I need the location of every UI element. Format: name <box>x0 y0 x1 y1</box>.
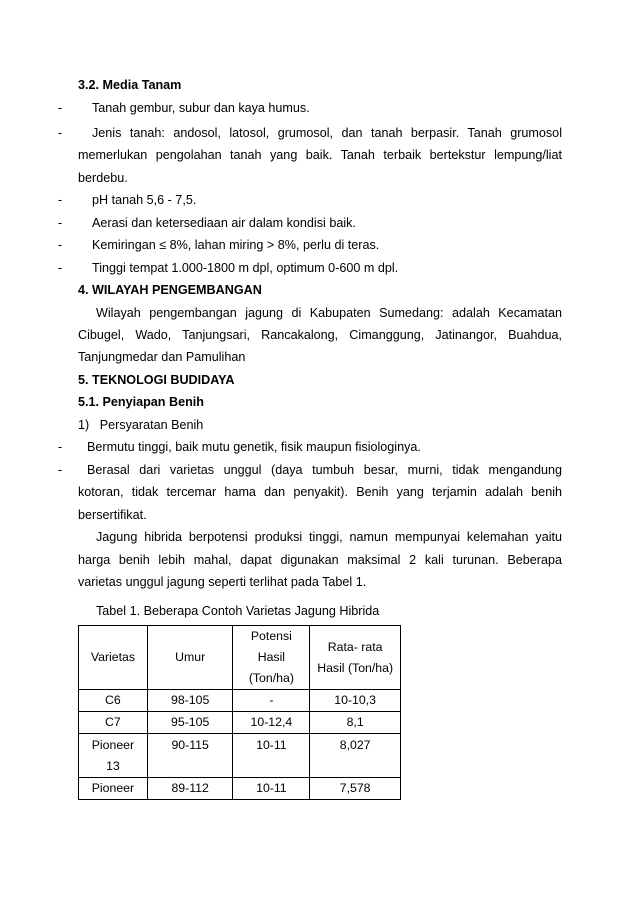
cell-umur: 90-115 <box>147 734 233 778</box>
header-potensi-line: Potensi <box>250 629 292 643</box>
paragraph-line: Wilayah pengembangan jagung di Kabupaten Sumedang: adalah Kecamatan <box>96 306 562 320</box>
bullet-dash: - <box>58 440 63 454</box>
header-rata-rata-hasil <box>310 626 401 690</box>
cell-potensi: 10-11 <box>233 734 310 778</box>
cell-varietas-line: 13 <box>106 759 120 773</box>
cell-rata: 10-10,3 <box>310 690 401 712</box>
bullet-text: Tinggi tempat 1.000-1800 m dpl, optimum 0-600 m dpl. <box>92 261 399 275</box>
bullet-text: pH tanah 5,6 - 7,5. <box>92 193 197 207</box>
paragraph-line: Jagung hibrida berpotensi produksi tinggi, namun mempunyai kelemahan yaitu <box>96 530 562 544</box>
section-heading-wilayah: 4. WILAYAH PENGEMBANGAN <box>78 283 262 297</box>
cell-umur: 98-105 <box>147 690 233 712</box>
subsection-heading-penyiapan-benih: 5.1. Penyiapan Benih <box>78 395 204 409</box>
numbered-item: 1) Persyaratan Benih <box>78 418 204 432</box>
section-heading-teknologi: 5. TEKNOLOGI BUDIDAYA <box>78 373 235 387</box>
table-row <box>79 734 401 778</box>
section-heading-media-tanam: 3.2. Media Tanam <box>78 78 182 92</box>
cell-rata: 7,578 <box>310 778 401 800</box>
header-rata-line: Hasil (Ton/ha) <box>317 660 394 675</box>
cell-umur: 89-112 <box>147 778 233 800</box>
paragraph-line: Tanjungmedar dan Pamulihan <box>78 350 246 364</box>
bullet-text-continued: memerlukan pengolahan tanah yang baik. Tanah terbaik bertekstur lempung/liat <box>78 148 562 162</box>
table-header-row <box>79 626 401 690</box>
paragraph-line: Cibugel, Wado, Tanjungsari, Rancakalong, Cimanggung, Jatinangor, Buahdua, <box>78 328 562 342</box>
cell-varietas: C6 <box>79 690 148 712</box>
cell-potensi: 10-12,4 <box>233 712 310 734</box>
bullet-dash: - <box>58 238 63 252</box>
cell-potensi: 10-11 <box>233 778 310 800</box>
bullet-dash: - <box>58 216 63 230</box>
bullet-text: Bermutu tinggi, baik mutu genetik, fisik maupun fisiologinya. <box>87 440 421 454</box>
cell-varietas: Pioneer <box>79 778 148 800</box>
bullet-dash: - <box>58 126 63 140</box>
bullet-dash: - <box>58 463 63 477</box>
bullet-text: Tanah gembur, subur dan kaya humus. <box>92 101 310 115</box>
cell-rata: 8,1 <box>310 712 401 734</box>
paragraph-line: harga benih lebih mahal, dapat digunakan maksimal 2 kali turunan. Beberapa <box>78 553 562 567</box>
bullet-text-continued: kotoran, tidak tercemar hama dan penyakit). Benih yang terjamin adalah benih <box>78 485 562 499</box>
table-row <box>79 690 401 712</box>
table-row <box>79 712 401 734</box>
cell-rata: 8,027 <box>310 734 401 778</box>
bullet-dash: - <box>58 193 63 207</box>
bullet-dash: - <box>58 261 63 275</box>
header-potensi-line: (Ton/ha) <box>248 671 294 685</box>
header-rata-line: Rata- rata <box>327 639 383 654</box>
bullet-text-continued: berdebu. <box>78 171 128 185</box>
header-potensi-line: Hasil <box>257 650 286 664</box>
bullet-dash: - <box>58 101 63 115</box>
bullet-text-continued: bersertifikat. <box>78 508 147 522</box>
bullet-text: Jenis tanah: andosol, latosol, grumosol, dan tanah berpasir. Tanah grumosol <box>92 126 562 140</box>
cell-umur: 95-105 <box>147 712 233 734</box>
header-potensi-hasil <box>233 626 310 690</box>
table-row <box>79 778 401 800</box>
table-caption: Tabel 1. Beberapa Contoh Varietas Jagung Hibrida <box>96 604 380 618</box>
cell-varietas: C7 <box>79 712 148 734</box>
cell-varietas-line: Pioneer <box>91 738 135 752</box>
cell-varietas <box>79 734 148 778</box>
header-umur: Umur <box>147 626 233 690</box>
bullet-text: Aerasi dan ketersediaan air dalam kondisi baik. <box>92 216 356 230</box>
cell-potensi: - <box>233 690 310 712</box>
header-varietas: Varietas <box>79 626 148 690</box>
bullet-text: Berasal dari varietas unggul (daya tumbuh besar, murni, tidak mengandung <box>87 463 562 477</box>
paragraph-line: varietas unggul jagung seperti terlihat pada Tabel 1. <box>78 575 367 589</box>
bullet-text: Kemiringan ≤ 8%, lahan miring > 8%, perlu di teras. <box>92 238 380 252</box>
varietas-table <box>78 625 401 800</box>
